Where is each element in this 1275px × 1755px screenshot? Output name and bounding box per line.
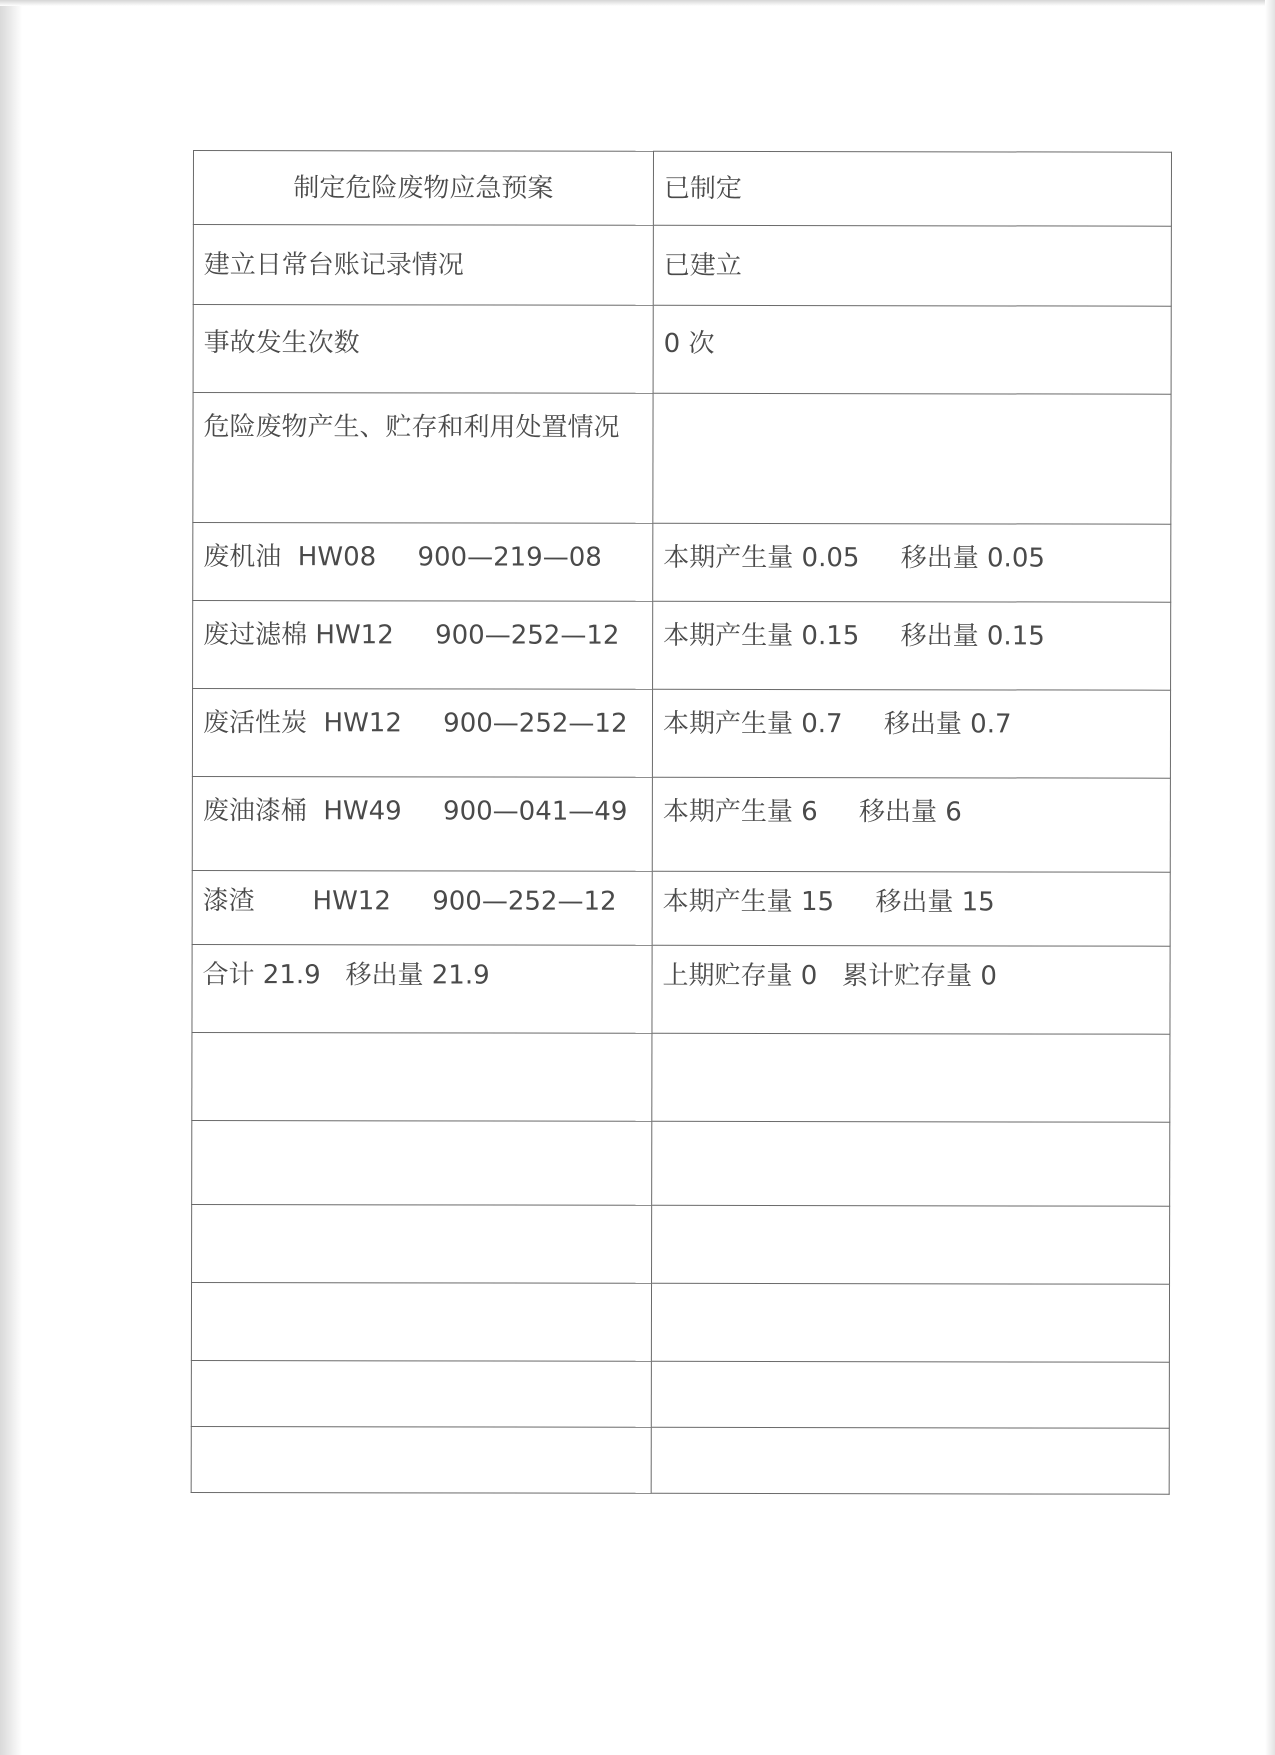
scan-shadow-left: [0, 0, 22, 1755]
scan-shadow-top: [0, 0, 1275, 6]
row-value: [651, 1283, 1169, 1362]
row-label: [191, 1360, 651, 1427]
table-row: [192, 1032, 1170, 1122]
row-value: 本期产生量 0.15 移出量 0.15: [653, 601, 1171, 690]
table-row: [191, 1360, 1169, 1428]
row-label: [192, 1204, 652, 1283]
row-value: 本期产生量 15 移出量 15: [652, 871, 1170, 946]
row-value: 已建立: [653, 225, 1171, 306]
row-label: [191, 1282, 651, 1361]
table-row: [191, 1282, 1169, 1362]
row-label: 制定危险废物应急预案: [193, 151, 653, 226]
row-label: 废过滤棉 HW12 900—252—12: [193, 601, 653, 690]
table-row: [193, 523, 1171, 603]
row-value: [652, 1205, 1170, 1284]
row-label: 废活性炭 HW12 900—252—12: [192, 689, 652, 778]
scan-shadow-right: [1265, 0, 1275, 1755]
row-value: 本期产生量 6 移出量 6: [652, 777, 1170, 872]
hazardous-waste-table: [191, 150, 1172, 1495]
row-label: 合计 21.9 移出量 21.9: [192, 944, 652, 1033]
row-value: 本期产生量 0.05 移出量 0.05: [653, 523, 1171, 602]
row-value: 本期产生量 0.7 移出量 0.7: [652, 689, 1170, 778]
row-label: 建立日常台账记录情况: [193, 225, 653, 306]
table-row: [192, 944, 1170, 1034]
row-label: 废油漆桶 HW49 900—041—49: [192, 776, 652, 871]
table-row: [193, 393, 1171, 525]
row-value: 上期贮存量 0 累计贮存量 0: [652, 945, 1170, 1034]
row-value: [651, 1427, 1169, 1494]
row-label: [192, 1120, 652, 1205]
row-value: [652, 1121, 1170, 1206]
row-label: [192, 1032, 652, 1121]
table-row: [191, 1426, 1169, 1494]
row-value: 已制定: [653, 151, 1171, 226]
row-value: [651, 1361, 1169, 1428]
table-row: [193, 151, 1171, 227]
row-label: 漆渣 HW12 900—252—12: [192, 870, 652, 945]
table-row: [193, 601, 1171, 691]
row-label: 废机油 HW08 900—219—08: [193, 523, 653, 602]
row-label: 危险废物产生、贮存和利用处置情况: [193, 393, 653, 524]
table-row: [192, 1204, 1170, 1284]
row-label: [191, 1426, 651, 1493]
table-row: [192, 776, 1170, 872]
row-value: [652, 1033, 1170, 1122]
table-row: [192, 870, 1170, 946]
table-row: [192, 1120, 1170, 1206]
table-row: [193, 225, 1171, 307]
row-value: [653, 393, 1171, 524]
row-label: 事故发生次数: [193, 305, 653, 394]
row-value: 0 次: [653, 305, 1171, 394]
table-row: [193, 305, 1171, 395]
table-row: [192, 689, 1170, 779]
